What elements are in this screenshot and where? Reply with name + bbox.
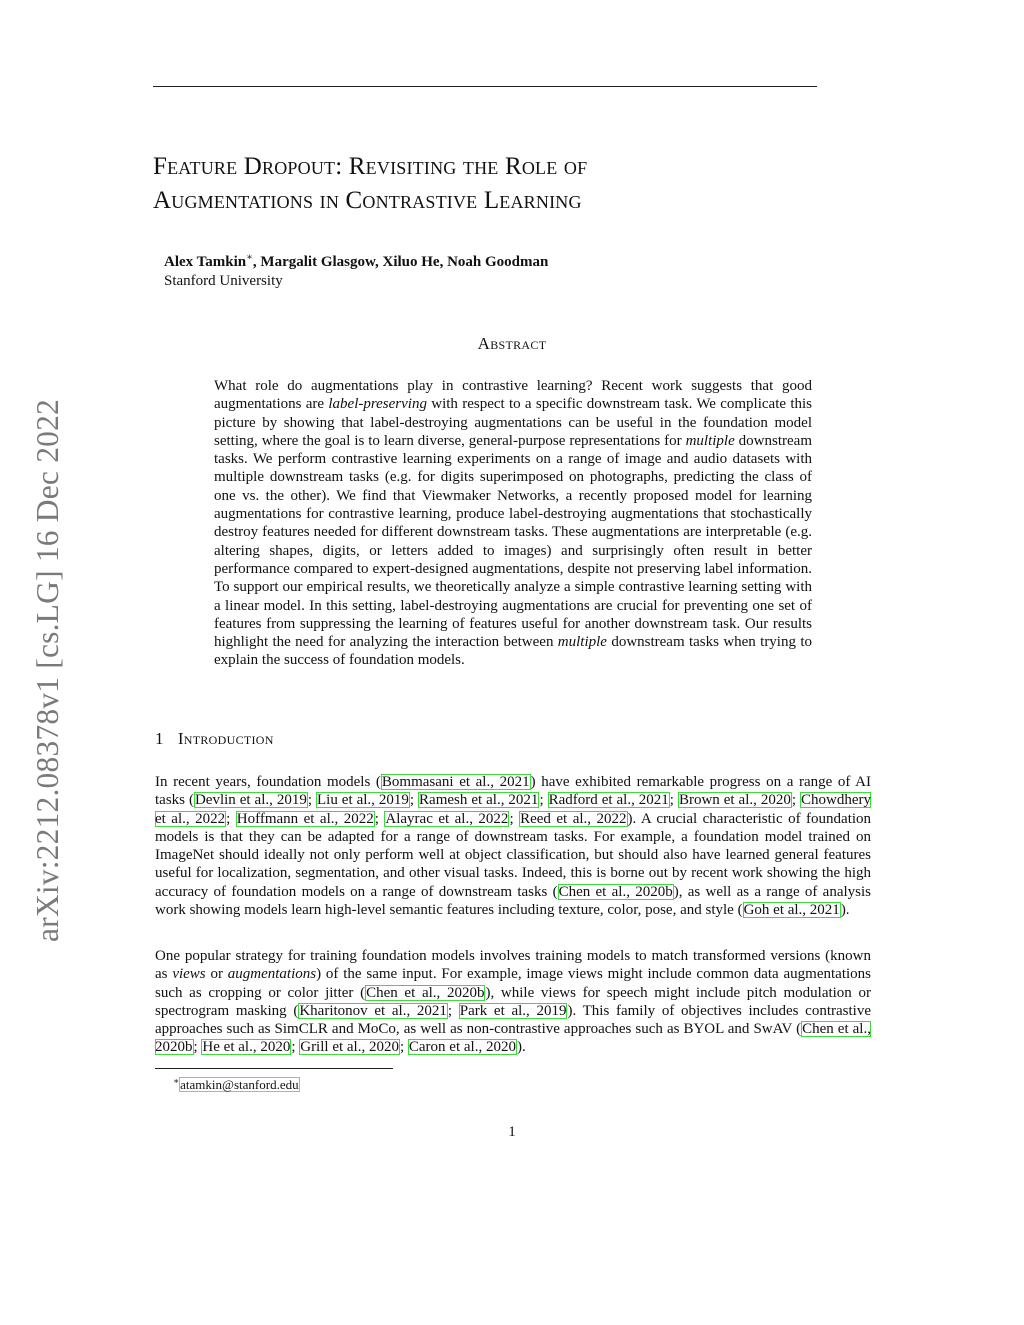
text-segment: or [205,966,228,983]
abstract-emphasis: multiple [685,432,735,449]
citation-link[interactable]: Park et al., 2019 [459,1002,567,1019]
abstract-emphasis: multiple [557,634,607,651]
text-segment: ; [409,792,419,809]
text-segment: ) of the same input. For example, image views might include common data augmentations such as cropping or color jitter ( [155,966,872,1001]
arxiv-identifier: arXiv:2212.08378v1 [cs.LG] 16 Dec 2022 [30,399,65,942]
text-segment: ; [226,810,236,827]
text-segment: ; [539,792,548,809]
text-segment: ). This family of objectives includes contrastive approaches such as SimCLR and MoCo, as well as non-contrastive approaches such as BYOL and SwAV ( [155,1002,871,1038]
text-segment: ) have exhibited remarkable progress on a range of AI tasks ( [155,774,872,809]
abstract-emphasis: label-preserving [328,396,427,413]
abstract-segment: What role do augmentations play in contrastive learning? Recent work suggests that good augmentations are [214,378,812,413]
section-title: Introduction [177,729,274,748]
email-link[interactable]: atamkin@stanford.edu [180,1077,299,1093]
top-rule [153,86,817,87]
footnote [173,1073,300,1093]
abstract-text [214,377,812,670]
author-names [164,248,548,272]
text-segment: ; [509,810,520,827]
text-segment: ; [399,1039,408,1056]
footnote-rule [155,1068,393,1069]
citation-link[interactable]: Hoffmann et al., 2022 [236,810,374,827]
abstract-segment: downstream tasks when trying to explain the success of foundation models. [214,634,812,669]
text-segment: ; [374,810,385,827]
text-segment: ; [447,1002,459,1019]
intro-paragraph-2 [155,947,871,1057]
text-segment: ). [840,902,850,919]
text-segment: ; [193,1039,202,1056]
section-heading-introduction [155,729,274,749]
affiliation: Stanford University [164,273,283,289]
citation-link[interactable]: Radford et al., 2021 [548,792,669,809]
title-line-1: Feature Dropout: Revisiting the Role of [153,153,588,180]
citation-link[interactable]: Devlin et al., 2019 [194,792,307,809]
text-segment: ), while views for speech might include pitch modulation or spectrogram masking ( [155,984,871,1019]
citation-link[interactable]: Chen et al., 2020b [558,883,673,900]
author-footnote-mark[interactable]: ∗ [246,252,253,263]
text-segment: ; [791,792,800,809]
citation-link[interactable]: Caron et al., 2020 [408,1039,516,1056]
citation-link[interactable]: Chen et al., 2020b [155,1021,871,1056]
citation-link[interactable]: Chen et al., 2020b [366,984,485,1001]
text-segment: One popular strategy for training foundation models involves training models to match transformed versions (known as [155,948,871,983]
text-segment: ; [291,1039,300,1056]
abstract-segment: with respect to a specific downstream task. We complicate this picture by showing that label-destroying augmentations can be useful in the foundation model setting, where the goal is to learn diverse, general-purpose representations for [214,396,812,449]
citation-link[interactable]: Chowdhery et al., 2022 [155,792,871,827]
text-segment: In recent years, foundation models ( [155,774,381,790]
abstract-heading: Abstract [477,334,547,353]
text-segment: ; [307,792,316,809]
page-number: 1 [508,1124,516,1140]
citation-link[interactable]: Grill et al., 2020 [300,1039,399,1056]
title-line-2: Augmentations in Contrastive Learning [153,187,582,214]
author-first: Alex Tamkin [164,254,247,270]
text-segment: ), as well as a range of analysis work showing models learn high-level semantic features including texture, color, pose, and style ( [155,883,871,919]
citation-link[interactable]: Liu et al., 2019 [317,792,409,809]
author-rest: , Margalit Glasgow, Xiluo He, Noah Goodman [252,254,549,270]
citation-link[interactable]: Goh et al., 2021 [743,902,840,919]
text-emphasis: views [172,966,206,983]
footnote-mark: ∗ [173,1076,180,1086]
text-segment: ). [516,1039,526,1056]
citation-link[interactable]: Alayrac et al., 2022 [385,810,509,827]
paper-title [153,150,853,218]
citation-link[interactable]: Ramesh et al., 2021 [419,792,539,809]
intro-paragraph-1 [155,773,871,919]
citation-link[interactable]: Kharitonov et al., 2021 [299,1002,447,1019]
text-segment: ). A crucial characteristic of foundation models is that they can be adapted for a range of downstream tasks. For example, a foundation model trained on ImageNet should ideally not only perform well at object classification, but should also have learned general features useful for localization, segmentation, and other visual tasks. Indeed, this is borne out by recent work showing the high accuracy of foundation models on a range of downstream tasks ( [155,810,872,900]
section-number: 1 [155,729,164,748]
citation-link[interactable]: Reed et al., 2022 [520,810,627,827]
author-block [164,248,548,291]
abstract-segment: downstream tasks. We perform contrastive learning experiments on a range of image and audio datasets with multiple downstream tasks (e.g. for digits superimposed on photographs, predicting the class of one vs. the other). We find that Viewmaker Networks, a recently proposed model for learning augmentations for contrastive learning, produce label-destroying augmentations that stochastically destroy features needed for different downstream tasks. These augmentations are interpretable (e.g. altering shapes, digits, or letters added to images) and surprisingly often result in better performance compared to expert-designed augmentations, despite not preserving label information. To support our empirical results, we theoretically analyze a simple contrastive learning setting with a linear model. In this setting, label-destroying augmentations are crucial for preventing one set of features from suppressing the learning of features useful for another downstream task. Our results highlight the need for analyzing the interaction between [214,432,812,651]
citation-link[interactable]: Brown et al., 2020 [678,792,791,809]
text-emphasis: augmentations [227,966,317,983]
citation-link[interactable]: Bommasani et al., 2021 [381,774,530,790]
citation-link[interactable]: He et al., 2020 [202,1039,291,1056]
text-segment: ; [669,792,678,809]
